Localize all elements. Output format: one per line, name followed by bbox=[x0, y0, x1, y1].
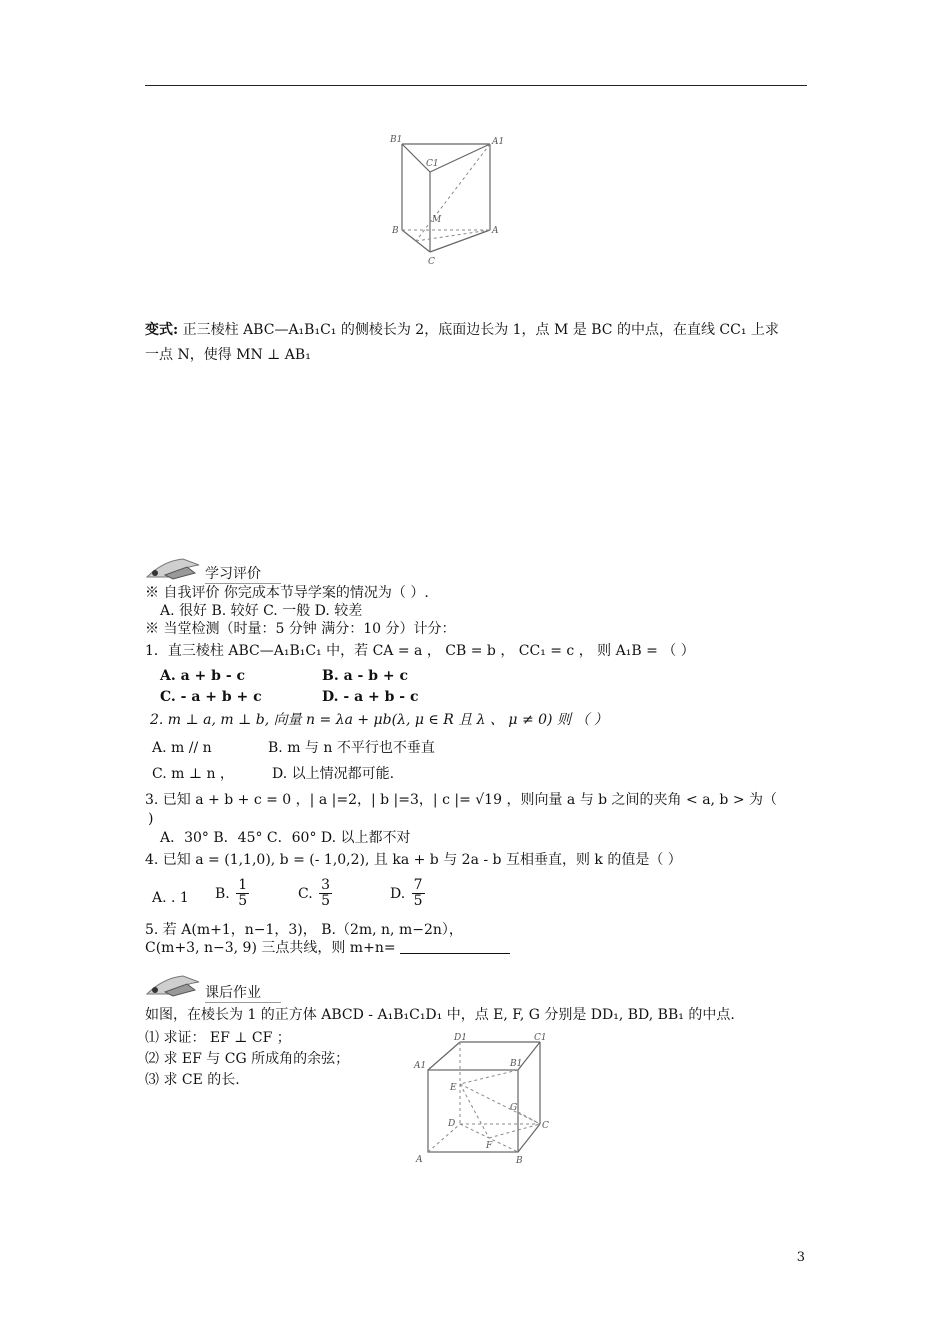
q3-options: A．30° B．45° C．60° D. 以上都不对 bbox=[160, 830, 411, 846]
cube-label-a1: A1 bbox=[414, 1061, 427, 1071]
q1-option-b: B. a - b + c bbox=[322, 668, 409, 684]
cube-label-c: C bbox=[542, 1121, 549, 1131]
q4-option-b bbox=[215, 878, 251, 910]
variant-line2: 一点 N，使得 MN ⊥ AB₁ bbox=[145, 347, 311, 363]
q4-option-d bbox=[390, 878, 427, 910]
q2-option-b: B. m 与 n 不平行也不垂直 bbox=[268, 740, 435, 756]
cube-label-e: E bbox=[450, 1083, 457, 1093]
q4-option-c-den: 5 bbox=[321, 893, 331, 910]
self-eval: ※ 自我评价 你完成本节导学案的情况为（ ）. bbox=[145, 585, 429, 601]
cube-label-b1: B1 bbox=[510, 1059, 523, 1069]
q4-option-d-num: 7 bbox=[413, 877, 423, 893]
label-b1: B1 bbox=[390, 135, 403, 145]
variant-line1 bbox=[145, 322, 779, 339]
prism-figure bbox=[388, 130, 503, 270]
label-m: M bbox=[432, 215, 442, 225]
q1-option-c: C. - a + b + c bbox=[160, 689, 262, 705]
self-eval-options: A. 很好 B. 较好 C. 一般 D. 较差 bbox=[160, 603, 363, 619]
cube-label-c1: C1 bbox=[534, 1033, 547, 1043]
q3-stem: 3. 已知 a + b + c = 0 ，| a |=2，| b |=3，| c |= √19 ，则向量 a 与 b 之间的夹角 < a, b > 为（ bbox=[145, 792, 778, 808]
q1-option-d: D. - a + b - c bbox=[322, 689, 419, 705]
q4-option-b-num: 1 bbox=[238, 877, 248, 893]
label-a: A bbox=[492, 226, 499, 236]
q5-line2-text: C(m+3, n−3, 9) 三点共线，则 m+n= bbox=[145, 940, 396, 956]
cube-label-d: D bbox=[448, 1119, 456, 1129]
label-a1: A1 bbox=[492, 137, 505, 147]
book-icon bbox=[143, 555, 203, 581]
q4-option-d-den: 5 bbox=[413, 893, 423, 910]
homework-stem: 如图，在棱长为 1 的正方体 ABCD - A₁B₁C₁D₁ 中，点 E, F, G 分别是 DD₁, BD, BB₁ 的中点. bbox=[145, 1007, 735, 1023]
q4-option-b-fraction bbox=[236, 878, 249, 910]
homework-title: 课后作业 bbox=[205, 985, 281, 1003]
q1-option-a: A. a + b - c bbox=[160, 668, 246, 684]
q5-line1: 5. 若 A(m+1，n−1，3)， B.（2m, n, m−2n）， bbox=[145, 922, 463, 938]
q4-option-c bbox=[298, 878, 334, 910]
test-line: ※ 当堂检测（时量：5 分钟 满分：10 分）计分： bbox=[145, 621, 456, 637]
q4-stem: 4. 已知 a = (1,1,0), b = (- 1,0,2), 且 ka + b 与 2a - b 互相垂直，则 k 的值是（ ） bbox=[145, 852, 682, 868]
q4-option-c-fraction bbox=[319, 878, 332, 910]
page-number: 3 bbox=[796, 1250, 805, 1265]
eval-title: 学习评价 bbox=[205, 566, 281, 584]
q5-line2 bbox=[145, 940, 510, 957]
variant-text1: 正三棱柱 ABC—A₁B₁C₁ 的侧棱长为 2，底面边长为 1，点 M 是 BC 的中点，在直线 CC₁ 上求 bbox=[182, 322, 779, 338]
header-rule bbox=[145, 85, 807, 86]
q1-stem: 1．直三棱柱 ABC—A₁B₁C₁ 中，若 CA = a ， CB = b ， CC₁ = c ， 则 A₁B = （ ） bbox=[145, 643, 695, 659]
q4-option-b-label: B. bbox=[215, 885, 230, 902]
q2-option-a: A. m // n bbox=[152, 740, 212, 756]
q4-option-a: A. . 1 bbox=[152, 890, 189, 906]
label-c: C bbox=[428, 257, 435, 267]
q2-stem: 2. m ⊥ a, m ⊥ b, 向量 n = λa + μb(λ, μ ∈ R 且 λ 、 μ ≠ 0) 则 （ ） bbox=[150, 712, 608, 728]
cube-label-b: B bbox=[516, 1156, 523, 1166]
homework-part-3: ⑶ 求 CE 的长. bbox=[145, 1072, 240, 1088]
label-c1: C1 bbox=[426, 159, 439, 169]
book-icon-2 bbox=[143, 972, 203, 998]
cube-label-d1: D1 bbox=[454, 1033, 467, 1043]
homework-part-2: ⑵ 求 EF 与 CG 所成角的余弦； bbox=[145, 1051, 350, 1067]
cube-label-a: A bbox=[416, 1155, 423, 1165]
variant-label: 变式: bbox=[145, 322, 179, 338]
cube-label-f: F bbox=[486, 1141, 493, 1151]
q4-option-d-fraction bbox=[412, 878, 425, 910]
cube-figure bbox=[410, 1032, 550, 1167]
homework-part-1: ⑴ 求证： EF ⊥ CF ； bbox=[145, 1030, 291, 1046]
cube-label-g: G bbox=[510, 1103, 518, 1113]
q3-close: ) bbox=[148, 811, 154, 827]
q2-option-d: D. 以上情况都可能. bbox=[272, 766, 395, 782]
q4-option-b-den: 5 bbox=[238, 893, 248, 910]
label-b: B bbox=[392, 226, 399, 236]
q2-option-c: C. m ⊥ n ， bbox=[152, 766, 234, 782]
q4-option-c-label: C. bbox=[298, 885, 313, 902]
q4-option-d-label: D. bbox=[390, 885, 406, 902]
q4-option-c-num: 3 bbox=[321, 877, 331, 893]
q5-answer-blank[interactable] bbox=[400, 941, 510, 954]
